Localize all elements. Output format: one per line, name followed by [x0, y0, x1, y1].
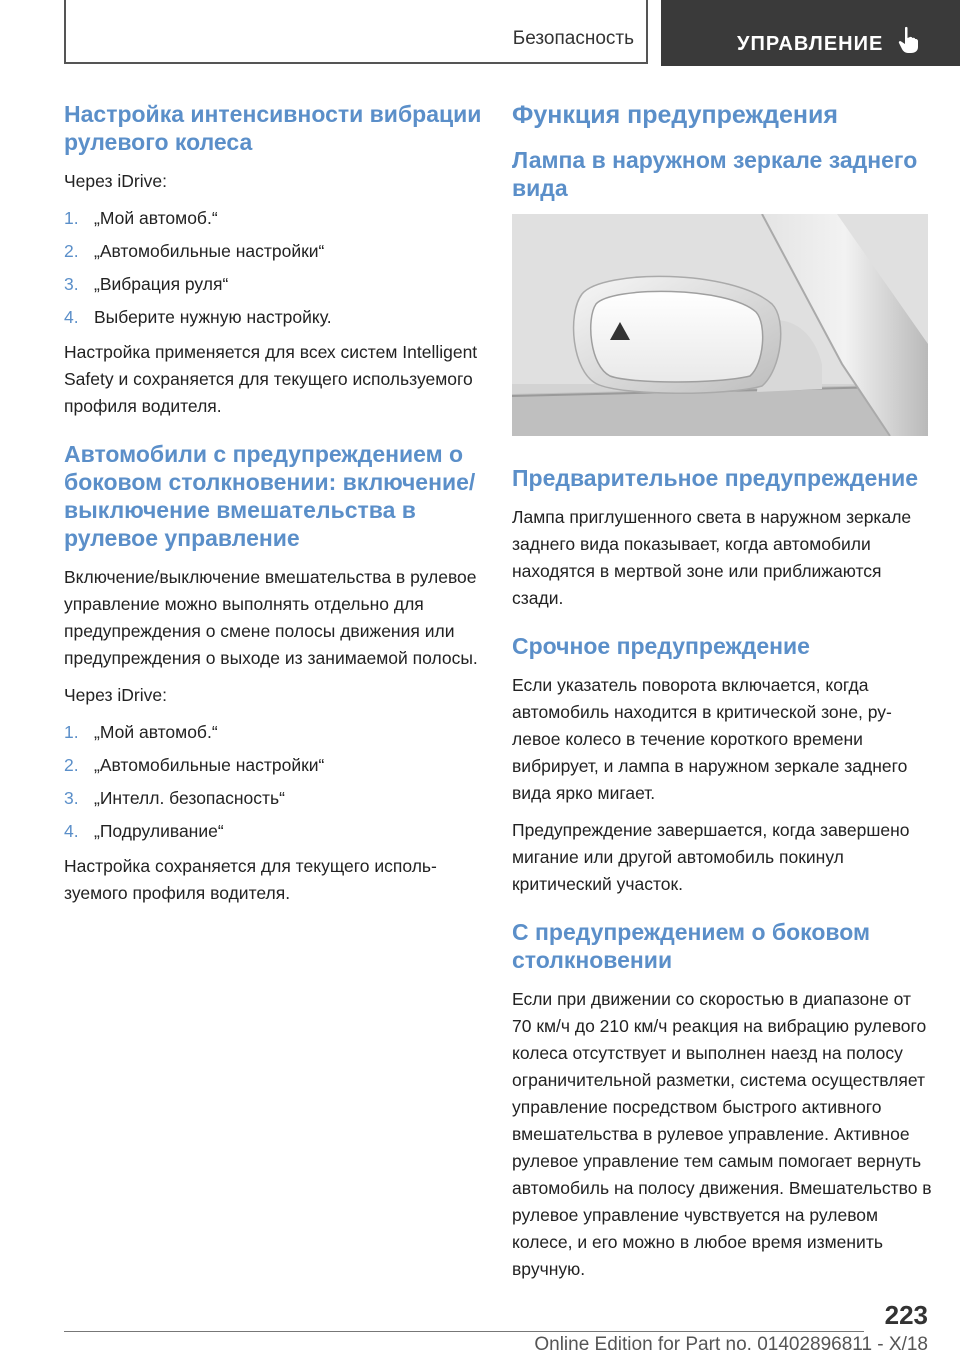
idrive-intro: Через iDrive:	[64, 685, 167, 705]
steps-list	[64, 205, 484, 331]
section-title: Настройка интенсивности вибрации рулевого колеса	[64, 101, 482, 155]
list-item: 3. „Интелл. безопасность“	[64, 788, 285, 808]
right-column	[512, 100, 932, 1297]
footer-edition: Online Edition for Part no. 01402896811 - X/18	[534, 1334, 928, 1355]
section-body: Лампа приглушенного света в наружном зеркале заднего вида показывает, когда автомобили находятся в мертвой зоне или приближаются сзади.	[512, 507, 912, 608]
section-body: Предупреждение завершается, когда завершено мигание или другой автомобиль покинул критический участок.	[512, 820, 910, 894]
header-section-tab	[64, 0, 648, 64]
list-item: 4. „Подруливание“	[64, 821, 224, 841]
section-note: Настройка применяется для всех систем Intelligent Safety и сохраняется для текущего используемого профиля водителя.	[64, 342, 478, 416]
section-title: Автомобили с предупреждением о боковом столкновении: включение/выключение вмешательства в рулевое управление	[64, 441, 476, 551]
section-title: Срочное предупреждение	[512, 633, 810, 659]
footer-divider	[64, 1331, 864, 1332]
section-body: Включение/выключение вмешательства в рулевое управление можно выполнять отдельно для предупреждения о смене полосы движения или предупреждения о выходе из занимаемой полосы.	[64, 567, 478, 668]
section-body: Если при движении со скоростью в диапазоне от 70 км/ч до 210 км/ч реакция на вибрацию рулевого колеса отсутствует и выполнен наезд на полосу ограничительной разметки, система осуществляет управление посредством быстрого активного вмешательства в рулевое управление. Активное рулевое управление тем самым помогает вернуть автомобиль на полосу движения. Вмешательство в рулевое управление чувствуется на рулевом колесе, и его можно в любое время изменить вручную.	[512, 989, 932, 1279]
section-note: Настройка сохраняется для текущего используемого профиля водителя.	[64, 856, 437, 903]
urgent-warning-section	[512, 632, 932, 898]
list-item: 2. „Автомобильные настройки“	[64, 241, 325, 261]
steps-list	[64, 719, 484, 845]
list-item: 2. „Автомобильные настройки“	[64, 755, 325, 775]
pre-warning-section	[512, 464, 932, 612]
idrive-intro: Через iDrive:	[64, 171, 167, 191]
list-item: 1. „Мой автомоб.“	[64, 208, 218, 228]
list-item: 4. Выберите нужную настройку.	[64, 307, 332, 327]
page-number: 223	[884, 1300, 928, 1330]
lamp-title: Лампа в наружном зеркале заднего вида	[512, 147, 918, 201]
section-body: Если указатель поворота включается, когда автомобиль находится в критической зоне, рулевое колесо в течение короткого времени вибрирует, и лампа в наружном зеркале заднего вида ярко мигает.	[512, 675, 908, 803]
section-title: С предупреждением о боковом столкновении	[512, 919, 871, 973]
header-chapter-label: УПРАВЛЕНИЕ	[737, 33, 884, 55]
main-title: Функция предупреждения	[512, 101, 838, 129]
header-chapter-tab	[661, 0, 960, 66]
side-collision-section	[512, 918, 932, 1283]
section-title: Предварительное предупреждение	[512, 465, 919, 491]
steering-vibration-section	[64, 100, 484, 420]
list-item: 1. „Мой автомоб.“	[64, 722, 218, 742]
side-mirror-image	[512, 214, 928, 436]
left-column	[64, 100, 484, 921]
steering-intervention-section	[64, 440, 484, 907]
header-section-label: Безопасность	[512, 28, 634, 49]
mirror-illustration	[512, 214, 928, 436]
list-item: 3. „Вибрация руля“	[64, 274, 229, 294]
pointing-hand-icon	[897, 26, 919, 54]
